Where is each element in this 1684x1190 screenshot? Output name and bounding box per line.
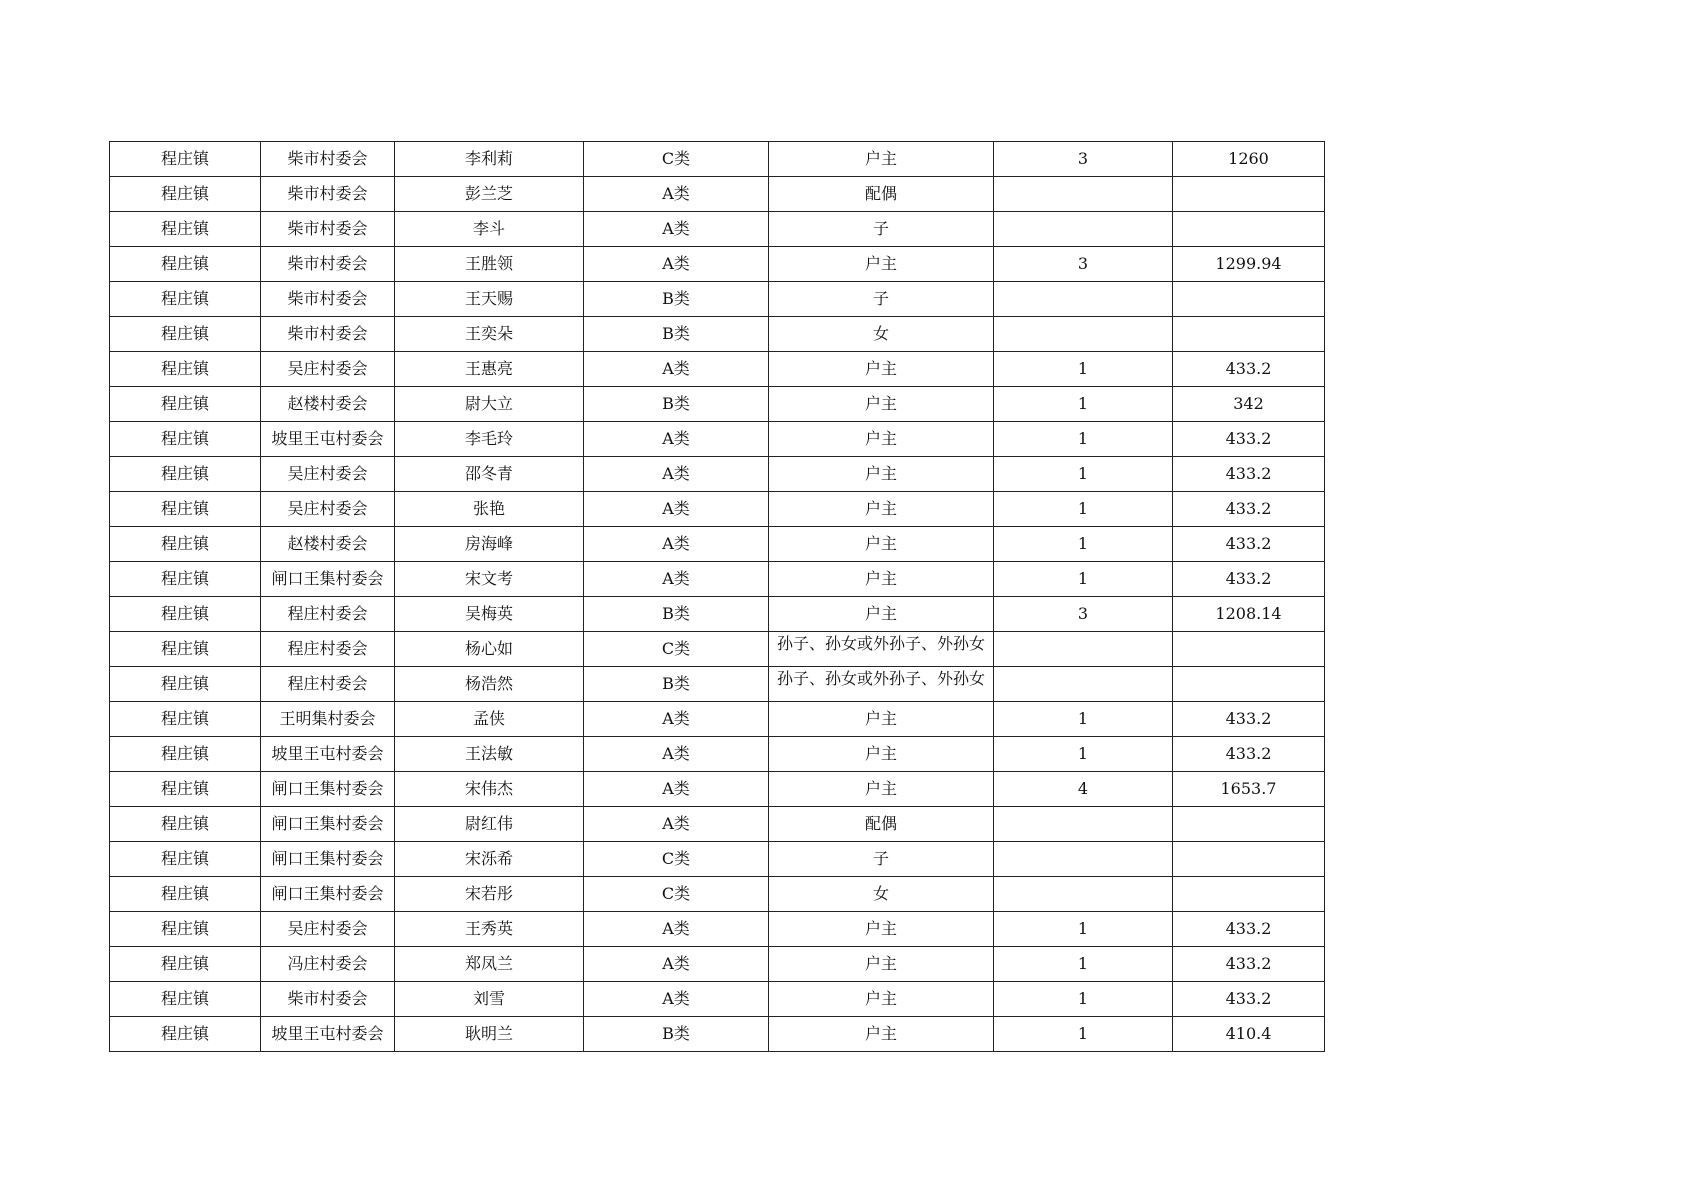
name-cell: 张艳 xyxy=(395,492,584,527)
amount-cell xyxy=(1173,282,1325,317)
category-cell: A类 xyxy=(584,562,769,597)
name-cell: 宋伟杰 xyxy=(395,772,584,807)
relation-cell: 户主 xyxy=(769,527,994,562)
town-cell: 程庄镇 xyxy=(110,772,261,807)
town-cell: 程庄镇 xyxy=(110,947,261,982)
relation-cell: 户主 xyxy=(769,457,994,492)
amount-cell: 433.2 xyxy=(1173,352,1325,387)
amount-cell xyxy=(1173,177,1325,212)
village-committee-cell: 柴市村委会 xyxy=(261,142,395,177)
category-cell: A类 xyxy=(584,772,769,807)
table-row xyxy=(110,1017,1325,1052)
town-cell: 程庄镇 xyxy=(110,142,261,177)
relation-cell: 户主 xyxy=(769,982,994,1017)
household-size-cell xyxy=(994,317,1173,352)
name-cell: 李毛玲 xyxy=(395,422,584,457)
amount-cell xyxy=(1173,632,1325,667)
household-size-cell: 3 xyxy=(994,247,1173,282)
village-committee-cell: 程庄村委会 xyxy=(261,667,395,702)
village-committee-cell: 冯庄村委会 xyxy=(261,947,395,982)
table-row xyxy=(110,807,1325,842)
amount-cell: 433.2 xyxy=(1173,457,1325,492)
relation-cell: 女 xyxy=(769,877,994,912)
table-row xyxy=(110,737,1325,772)
village-committee-cell: 闸口王集村委会 xyxy=(261,772,395,807)
name-cell: 王天赐 xyxy=(395,282,584,317)
amount-cell: 1653.7 xyxy=(1173,772,1325,807)
village-committee-cell: 坡里王屯村委会 xyxy=(261,422,395,457)
relation-cell: 子 xyxy=(769,842,994,877)
category-cell: A类 xyxy=(584,457,769,492)
village-committee-cell: 赵楼村委会 xyxy=(261,387,395,422)
relation-cell: 户主 xyxy=(769,387,994,422)
category-cell: A类 xyxy=(584,982,769,1017)
amount-cell: 433.2 xyxy=(1173,912,1325,947)
village-committee-cell: 柴市村委会 xyxy=(261,282,395,317)
household-size-cell: 1 xyxy=(994,982,1173,1017)
relation-cell: 户主 xyxy=(769,912,994,947)
amount-cell: 433.2 xyxy=(1173,702,1325,737)
household-size-cell: 1 xyxy=(994,387,1173,422)
table-row xyxy=(110,632,1325,667)
amount-cell: 433.2 xyxy=(1173,527,1325,562)
name-cell: 王惠亮 xyxy=(395,352,584,387)
amount-cell: 1260 xyxy=(1173,142,1325,177)
town-cell: 程庄镇 xyxy=(110,877,261,912)
household-size-cell: 1 xyxy=(994,527,1173,562)
table-row xyxy=(110,527,1325,562)
name-cell: 尉大立 xyxy=(395,387,584,422)
category-cell: B类 xyxy=(584,282,769,317)
town-cell: 程庄镇 xyxy=(110,177,261,212)
category-cell: A类 xyxy=(584,212,769,247)
village-committee-cell: 王明集村委会 xyxy=(261,702,395,737)
town-cell: 程庄镇 xyxy=(110,667,261,702)
town-cell: 程庄镇 xyxy=(110,737,261,772)
name-cell: 宋文考 xyxy=(395,562,584,597)
name-cell: 邵冬青 xyxy=(395,457,584,492)
relation-cell: 女 xyxy=(769,317,994,352)
table-row xyxy=(110,912,1325,947)
town-cell: 程庄镇 xyxy=(110,422,261,457)
relation-cell xyxy=(769,667,994,702)
household-size-cell xyxy=(994,842,1173,877)
table-row xyxy=(110,842,1325,877)
relation-cell: 户主 xyxy=(769,352,994,387)
village-committee-cell: 柴市村委会 xyxy=(261,982,395,1017)
town-cell: 程庄镇 xyxy=(110,212,261,247)
table-row xyxy=(110,562,1325,597)
category-cell: C类 xyxy=(584,877,769,912)
amount-cell xyxy=(1173,807,1325,842)
household-size-cell: 1 xyxy=(994,947,1173,982)
category-cell: B类 xyxy=(584,667,769,702)
table-row xyxy=(110,177,1325,212)
town-cell: 程庄镇 xyxy=(110,597,261,632)
category-cell: A类 xyxy=(584,702,769,737)
relation-cell: 户主 xyxy=(769,702,994,737)
amount-cell: 433.2 xyxy=(1173,422,1325,457)
village-committee-cell: 吴庄村委会 xyxy=(261,352,395,387)
table-row xyxy=(110,422,1325,457)
household-size-cell: 1 xyxy=(994,422,1173,457)
table-row xyxy=(110,282,1325,317)
household-size-cell: 1 xyxy=(994,912,1173,947)
village-committee-cell: 程庄村委会 xyxy=(261,632,395,667)
household-size-cell xyxy=(994,807,1173,842)
town-cell: 程庄镇 xyxy=(110,702,261,737)
village-committee-cell: 柴市村委会 xyxy=(261,317,395,352)
category-cell: A类 xyxy=(584,352,769,387)
relation-cell: 户主 xyxy=(769,422,994,457)
village-committee-cell: 赵楼村委会 xyxy=(261,527,395,562)
household-size-cell: 3 xyxy=(994,142,1173,177)
amount-cell: 1208.14 xyxy=(1173,597,1325,632)
relation-cell xyxy=(769,632,994,667)
table-row xyxy=(110,247,1325,282)
amount-cell xyxy=(1173,842,1325,877)
household-size-cell: 1 xyxy=(994,1017,1173,1052)
name-cell: 宋泺希 xyxy=(395,842,584,877)
amount-cell xyxy=(1173,212,1325,247)
category-cell: C类 xyxy=(584,632,769,667)
amount-cell xyxy=(1173,317,1325,352)
relation-cell: 户主 xyxy=(769,1017,994,1052)
category-cell: A类 xyxy=(584,247,769,282)
category-cell: B类 xyxy=(584,1017,769,1052)
village-committee-cell: 坡里王屯村委会 xyxy=(261,1017,395,1052)
table-row xyxy=(110,142,1325,177)
table-row xyxy=(110,772,1325,807)
name-cell: 王法敏 xyxy=(395,737,584,772)
town-cell: 程庄镇 xyxy=(110,632,261,667)
relation-cell: 户主 xyxy=(769,492,994,527)
household-size-cell: 1 xyxy=(994,702,1173,737)
town-cell: 程庄镇 xyxy=(110,282,261,317)
relation-cell: 户主 xyxy=(769,947,994,982)
household-size-cell xyxy=(994,877,1173,912)
town-cell: 程庄镇 xyxy=(110,982,261,1017)
household-size-cell xyxy=(994,212,1173,247)
table-body xyxy=(110,142,1325,1052)
table-row xyxy=(110,877,1325,912)
category-cell: A类 xyxy=(584,737,769,772)
table-row xyxy=(110,317,1325,352)
category-cell: A类 xyxy=(584,492,769,527)
village-committee-cell: 闸口王集村委会 xyxy=(261,562,395,597)
village-committee-cell: 吴庄村委会 xyxy=(261,492,395,527)
category-cell: B类 xyxy=(584,317,769,352)
town-cell: 程庄镇 xyxy=(110,842,261,877)
name-cell: 杨浩然 xyxy=(395,667,584,702)
relation-cell: 子 xyxy=(769,282,994,317)
name-cell: 尉红伟 xyxy=(395,807,584,842)
household-size-cell: 1 xyxy=(994,457,1173,492)
amount-cell: 433.2 xyxy=(1173,737,1325,772)
table-row xyxy=(110,947,1325,982)
relation-cell: 户主 xyxy=(769,737,994,772)
household-size-cell: 4 xyxy=(994,772,1173,807)
name-cell: 刘雪 xyxy=(395,982,584,1017)
category-cell: A类 xyxy=(584,527,769,562)
name-cell: 王奕朵 xyxy=(395,317,584,352)
village-committee-cell: 吴庄村委会 xyxy=(261,457,395,492)
village-committee-cell: 坡里王屯村委会 xyxy=(261,737,395,772)
category-cell: B类 xyxy=(584,597,769,632)
town-cell: 程庄镇 xyxy=(110,1017,261,1052)
relation-cell: 配偶 xyxy=(769,807,994,842)
name-cell: 李斗 xyxy=(395,212,584,247)
village-committee-cell: 闸口王集村委会 xyxy=(261,807,395,842)
name-cell: 杨心如 xyxy=(395,632,584,667)
village-committee-cell: 闸口王集村委会 xyxy=(261,877,395,912)
relation-cell: 户主 xyxy=(769,772,994,807)
amount-cell: 410.4 xyxy=(1173,1017,1325,1052)
town-cell: 程庄镇 xyxy=(110,492,261,527)
household-size-cell xyxy=(994,632,1173,667)
town-cell: 程庄镇 xyxy=(110,247,261,282)
village-committee-cell: 程庄村委会 xyxy=(261,597,395,632)
household-size-cell xyxy=(994,282,1173,317)
town-cell: 程庄镇 xyxy=(110,912,261,947)
household-size-cell: 3 xyxy=(994,597,1173,632)
town-cell: 程庄镇 xyxy=(110,352,261,387)
relation-cell: 子 xyxy=(769,212,994,247)
household-size-cell xyxy=(994,667,1173,702)
category-cell: A类 xyxy=(584,947,769,982)
town-cell: 程庄镇 xyxy=(110,457,261,492)
relation-text: 孙子、孙女或外孙子、外孙女 xyxy=(776,669,985,688)
name-cell: 郑凤兰 xyxy=(395,947,584,982)
relation-cell: 户主 xyxy=(769,247,994,282)
household-size-cell: 1 xyxy=(994,562,1173,597)
household-size-cell: 1 xyxy=(994,352,1173,387)
village-committee-cell: 吴庄村委会 xyxy=(261,912,395,947)
amount-cell: 433.2 xyxy=(1173,492,1325,527)
town-cell: 程庄镇 xyxy=(110,317,261,352)
table-row xyxy=(110,387,1325,422)
name-cell: 孟侠 xyxy=(395,702,584,737)
relation-cell: 户主 xyxy=(769,597,994,632)
amount-cell xyxy=(1173,667,1325,702)
name-cell: 吴梅英 xyxy=(395,597,584,632)
amount-cell: 433.2 xyxy=(1173,562,1325,597)
name-cell: 李利莉 xyxy=(395,142,584,177)
category-cell: A类 xyxy=(584,177,769,212)
village-committee-cell: 闸口王集村委会 xyxy=(261,842,395,877)
relation-cell: 配偶 xyxy=(769,177,994,212)
name-cell: 耿明兰 xyxy=(395,1017,584,1052)
town-cell: 程庄镇 xyxy=(110,807,261,842)
amount-cell xyxy=(1173,877,1325,912)
household-size-cell xyxy=(994,177,1173,212)
town-cell: 程庄镇 xyxy=(110,527,261,562)
relation-cell: 户主 xyxy=(769,142,994,177)
amount-cell: 342 xyxy=(1173,387,1325,422)
household-size-cell: 1 xyxy=(994,492,1173,527)
amount-cell: 433.2 xyxy=(1173,947,1325,982)
village-committee-cell: 柴市村委会 xyxy=(261,212,395,247)
town-cell: 程庄镇 xyxy=(110,387,261,422)
table-row xyxy=(110,702,1325,737)
village-committee-cell: 柴市村委会 xyxy=(261,247,395,282)
data-table xyxy=(109,141,1325,1052)
name-cell: 房海峰 xyxy=(395,527,584,562)
table-row xyxy=(110,597,1325,632)
village-committee-cell: 柴市村委会 xyxy=(261,177,395,212)
category-cell: A类 xyxy=(584,807,769,842)
category-cell: B类 xyxy=(584,387,769,422)
relation-text: 孙子、孙女或外孙子、外孙女 xyxy=(776,634,985,653)
category-cell: A类 xyxy=(584,422,769,457)
table-row xyxy=(110,982,1325,1017)
category-cell: C类 xyxy=(584,142,769,177)
relation-cell: 户主 xyxy=(769,562,994,597)
category-cell: A类 xyxy=(584,912,769,947)
table-row xyxy=(110,667,1325,702)
amount-cell: 1299.94 xyxy=(1173,247,1325,282)
name-cell: 王秀英 xyxy=(395,912,584,947)
table-row xyxy=(110,457,1325,492)
household-size-cell: 1 xyxy=(994,737,1173,772)
name-cell: 彭兰芝 xyxy=(395,177,584,212)
name-cell: 王胜领 xyxy=(395,247,584,282)
name-cell: 宋若彤 xyxy=(395,877,584,912)
table-row xyxy=(110,492,1325,527)
category-cell: C类 xyxy=(584,842,769,877)
table-row xyxy=(110,352,1325,387)
table-row xyxy=(110,212,1325,247)
town-cell: 程庄镇 xyxy=(110,562,261,597)
amount-cell: 433.2 xyxy=(1173,982,1325,1017)
